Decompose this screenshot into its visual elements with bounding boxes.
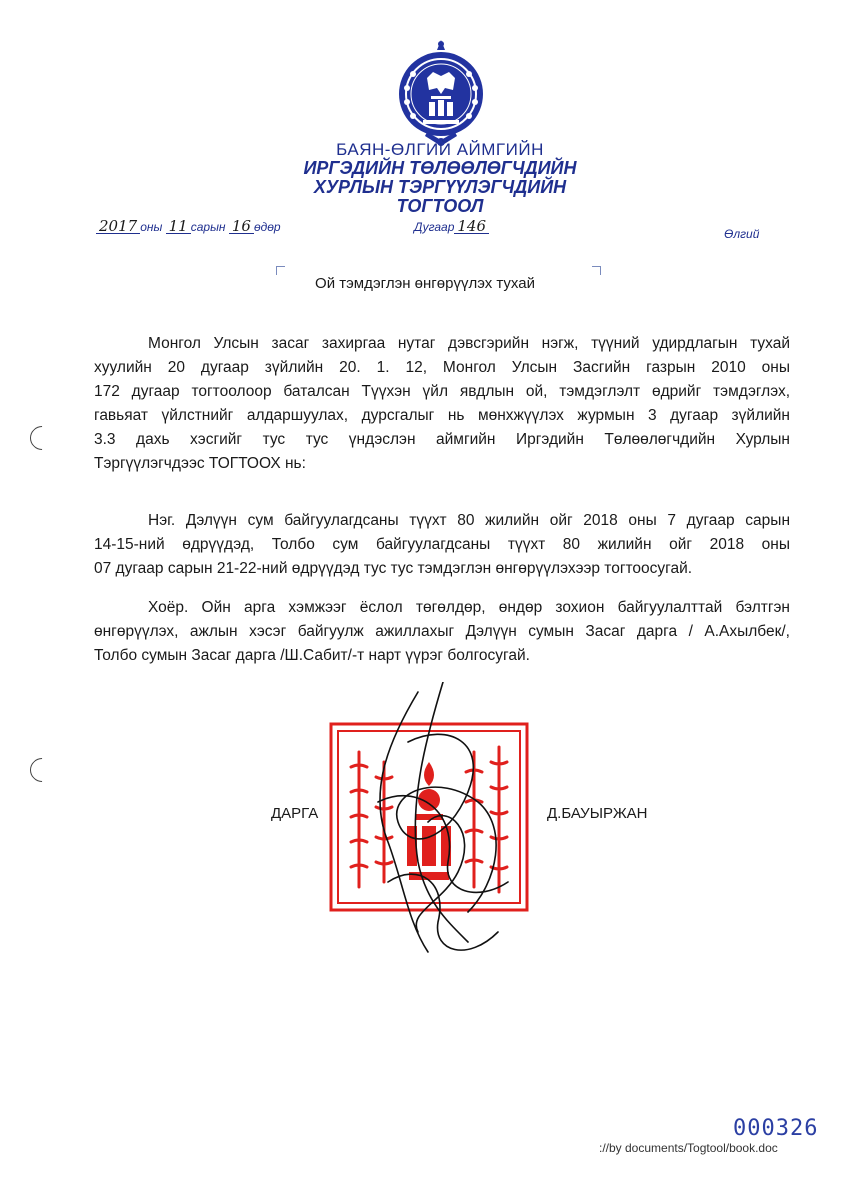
- body-paragraph-preamble: [94, 332, 790, 476]
- number-field: [414, 219, 489, 234]
- date-year: 2017: [96, 219, 140, 234]
- body-line: 14-15-ний өдрүүдэд, Толбо сум байгуулагдсаны түүхт 80 жилийн ойг 2018 оны: [94, 536, 790, 553]
- date-month-suffix: сарын: [190, 220, 226, 234]
- date-year-suffix: оны: [140, 220, 163, 234]
- header-line-presidium: ХУРЛЫН ТЭРГҮҮЛЭГЧДИЙН: [313, 177, 567, 197]
- body-line: гавьяат үйлстнийг алдаршуулах, дурсгалыг нь мөнхжүүлэх журмын 3 дугаар зүйлийн: [94, 407, 790, 424]
- body-line: Хоёр. Ойн арга хэмжээг ёслол төгөлдөр, өндөр зохион байгуулалттай бэлтгэн: [148, 599, 790, 616]
- body-line: 3.3 дахь хэсгийг тус тус үндэслэн аймгийн Иргэдийн Төлөөлөгчдийн Хурлын: [94, 431, 790, 448]
- date-day-suffix: өдөр: [253, 220, 281, 234]
- body-line: Толбо сумын Засаг дарга /Ш.Сабит/-т нарт үүрэг болгосугай.: [94, 647, 530, 664]
- handwritten-signature-icon: [348, 682, 518, 972]
- document-subject: Ой тэмдэглэн өнгөрүүлэх тухай: [315, 275, 535, 292]
- subject-corner-right: [592, 266, 601, 275]
- body-line: 07 дугаар сарын 21-22-ний өдрүүдэд тус тус тэмдэглэн өнгөрүүлэхээр тогтоосугай.: [94, 560, 693, 577]
- date-field: [96, 219, 281, 234]
- signatory-title: ДАРГА: [271, 805, 319, 822]
- punch-hole-mark: [25, 753, 59, 787]
- body-line: өнгөрүүлэх, ажлын хэсэг байгуулж ажиллахыг Дэлүүн сумын Засаг дарга / А.Ахылбек/,: [94, 623, 790, 640]
- signatory-name: Д.БАУЫРЖАН: [547, 805, 648, 822]
- subject-corner-left: [276, 266, 285, 275]
- number-value: 146: [454, 219, 489, 234]
- body-line: 172 дугаар тогтоолоор баталсан Түүхэн үйл явдлын ой, тэмдэглэлт өдрийг тэмдэглэх,: [94, 383, 790, 400]
- state-emblem-icon: [393, 38, 489, 150]
- city-name: Өлгий: [724, 227, 760, 241]
- date-month: 11: [166, 219, 191, 234]
- number-label: Дугаар: [414, 220, 455, 234]
- document-serial-number: 000326: [733, 1116, 819, 1141]
- body-paragraph-second: [94, 596, 790, 668]
- body-line: Тэргүүлэгчдээс ТОГТООХ нь:: [94, 455, 306, 472]
- body-line: Нэг. Дэлүүн сум байгуулагдсаны түүхт 80 жилийн ойг 2018 оны 7 дугаар сарын: [148, 512, 790, 529]
- header-line-region: БАЯН-ӨЛГИЙ АЙМГИЙН: [336, 140, 544, 159]
- header-line-resolution: ТОГТООЛ: [396, 196, 484, 216]
- body-paragraph-first: [94, 509, 790, 581]
- punch-hole-mark: [25, 421, 59, 455]
- footer-file-path: ://by documents/Togtool/book.doc: [599, 1141, 778, 1155]
- body-line: хуулийн 20 дугаар зүйлийн 20. 1. 12, Монгол Улсын Засгийн газрын 2010 оны: [94, 359, 790, 376]
- body-line: Монгол Улсын засаг захиргаа нутаг дэвсгэрийн нэгж, түүний удирдлагын тухай: [148, 335, 790, 352]
- header-line-council: ИРГЭДИЙН ТӨЛӨӨЛӨГЧДИЙН: [303, 158, 577, 178]
- date-day: 16: [229, 219, 254, 234]
